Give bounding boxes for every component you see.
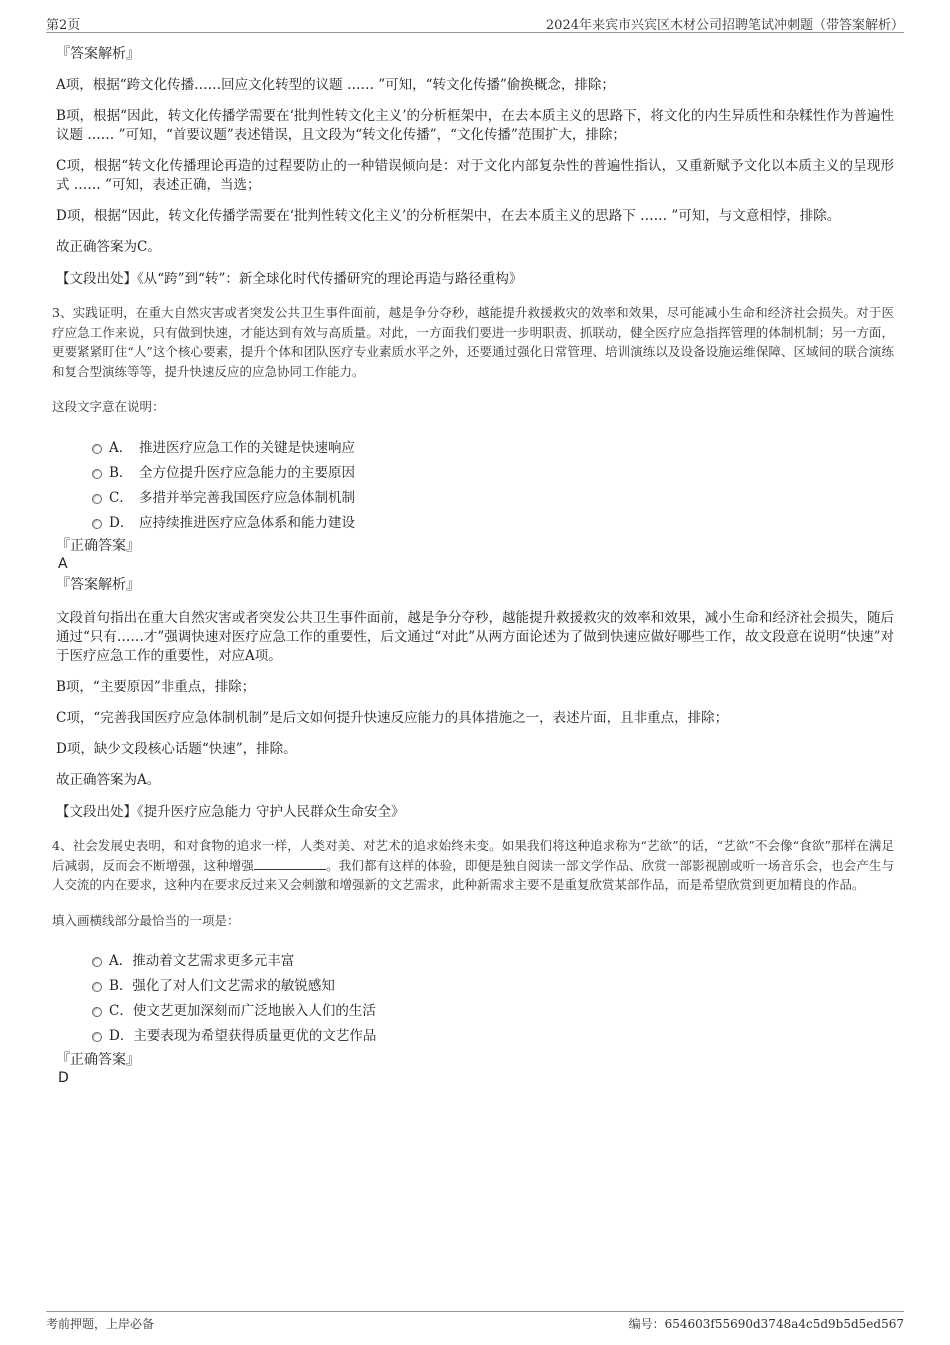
option-letter: A． — [109, 953, 133, 969]
option-text: 多措并举完善我国医疗应急体制机制 — [139, 489, 355, 506]
q3-analysis-main: 文段首句指出在重大自然灾害或者突发公共卫生事件面前，越是争分夺秒，越能提升救援救灾的效率和效果，减小生命和经济社会损失，随后通过“只有……才”强调快速对医疗应急工作的重要性，后文通过“对此”从两方面论述为了做到快速应做好哪些工作，故文段意在说明“快速”对于医疗应急工作的重要性，对应A项。 — [56, 610, 894, 664]
q3-analysis-d: D项，缺少文段核心话题“快速”，排除。 — [56, 741, 297, 757]
q2-source: 【文段出处】《从“跨”到“转”：新全球化时代传播研究的理论再造与路径重构》 — [56, 271, 523, 287]
option-letter: A． — [109, 439, 133, 456]
page-footer — [46, 1311, 904, 1335]
q3-analysis-c: C项，“完善我国医疗应急体制机制”是后文如何提升快速反应能力的具体措施之一，表述片面，且非重点，排除； — [56, 710, 729, 726]
radio-icon[interactable] — [92, 469, 102, 479]
q3-conclusion: 故正确答案为A。 — [56, 772, 161, 788]
q3-answer: A — [58, 556, 68, 572]
q3-prompt: 这段文字意在说明： — [52, 399, 165, 414]
radio-icon[interactable] — [92, 982, 102, 992]
q3-analysis-label: 『答案解析』 — [56, 577, 140, 593]
q4-answer-label: 『正确答案』 — [56, 1051, 140, 1068]
q3-analysis-b: B项，“主要原因”非重点，排除； — [56, 679, 256, 695]
q3-option-a[interactable] — [92, 433, 894, 458]
radio-icon[interactable] — [92, 494, 102, 504]
q2-analysis-label: 『答案解析』 — [56, 46, 140, 62]
footer-serial: 编号：654603f55690d3748a4c5d9b5d5ed567 — [628, 1317, 904, 1331]
option-letter: D． — [109, 1028, 134, 1044]
q3-source: 【文段出处】《提升医疗应急能力 守护人民群众生命安全》 — [56, 804, 405, 820]
q2-analysis-b: B项，根据“因此，转文化传播学需要在‘批判性转文化主义’的分析框架中，在去本质主义的思路下，将文化的内生异质性和杂糅性作为普遍性议题 …… ”可知，“首要议题”表述错误，且文段为“转文化传播”，“文化传播”范围扩大，排除； — [56, 108, 894, 143]
q2-analysis-c: C项，根据“转文化传播理论再造的过程要防止的一种错误倾向是：对于文化内部复杂性的普遍性指认，又重新赋予文化以本质主义的呈现形式 …… ”可知，表述正确，当选； — [56, 158, 894, 193]
option-text: 全方位提升医疗应急能力的主要原因 — [139, 464, 355, 481]
q2-analysis-a: A项，根据“跨文化传播……回应文化转型的议题 …… ”可知，“转文化传播”偷换概念，排除； — [56, 77, 615, 93]
q3-options — [92, 433, 894, 533]
q4-prompt: 填入画横线部分最恰当的一项是： — [52, 912, 240, 928]
option-text: 推动着文艺需求更多元丰富 — [132, 953, 295, 969]
option-text: 主要表现为希望获得质量更优的文艺作品 — [133, 1028, 377, 1044]
option-letter: C． — [109, 489, 133, 506]
radio-icon[interactable] — [92, 444, 102, 454]
document-title: 2024年来宾市兴宾区木材公司招聘笔试冲刺题（带答案解析） — [545, 18, 904, 33]
option-text: 强化了对人们文艺需求的敏锐感知 — [132, 978, 335, 994]
radio-icon[interactable] — [92, 1032, 102, 1042]
q2-analysis-d: D项，根据“因此，转文化传播学需要在‘批判性转文化主义’的分析框架中，在去本质主义的思路下 …… ”可知，与文意相悖，排除。 — [56, 208, 841, 224]
q3-option-b[interactable] — [92, 458, 894, 483]
radio-icon[interactable] — [92, 519, 102, 529]
page-number: 第2页 — [46, 18, 81, 33]
radio-icon[interactable] — [92, 957, 102, 967]
option-letter: D． — [109, 514, 134, 531]
q4-text — [52, 836, 894, 895]
radio-icon[interactable] — [92, 1007, 102, 1017]
q4-option-c[interactable] — [92, 997, 894, 1022]
option-text: 使文艺更加深刻而广泛地嵌入人们的生活 — [132, 1003, 376, 1019]
option-letter: B． — [109, 978, 133, 994]
q4-option-a[interactable] — [92, 947, 894, 972]
q3-text: 3、实践证明，在重大自然灾害或者突发公共卫生事件面前，越是争分夺秒，越能提升救援救灾的效率和效果，尽可能减小生命和经济社会损失。对于医疗应急工作来说，只有做到快速，才能达到有效与高质量。对此，一方面我们要进一步明职责、抓联动，健全医疗应急指挥管理的体制机制；另一方面，更要紧紧盯住“人”这个核心要素，提升个体和团队医疗专业素质水平之外，还要通过强化日常管理、培训演练以及设备设施运维保障、区域间的联合演练和复合型演练等等，提升快速反应的应急协同工作能力。 — [52, 305, 894, 379]
option-text: 推进医疗应急工作的关键是快速响应 — [139, 439, 355, 456]
option-text: 应持续推进医疗应急体系和能力建设 — [139, 514, 355, 531]
q4-option-d[interactable] — [92, 1022, 894, 1047]
q2-conclusion: 故正确答案为C。 — [56, 239, 161, 255]
q4-answer: D — [58, 1069, 69, 1086]
fill-blank — [254, 857, 326, 870]
page-content — [52, 44, 894, 1089]
page-header — [46, 14, 904, 33]
q4-option-b[interactable] — [92, 972, 894, 997]
q4-text-before: 4、社会发展史表明，和对食物的追求一样，人类对美、对艺术的追求始终未变。如果我们将这种追求称为“艺欲”的话，“艺欲”不会像“食欲”那样在满足后减弱，反而会不断增强，这种增强 — [52, 838, 894, 873]
option-letter: C． — [109, 1003, 133, 1019]
q3-option-c[interactable] — [92, 483, 894, 508]
option-letter: B． — [109, 464, 133, 481]
footer-slogan: 考前押题，上岸必备 — [46, 1317, 155, 1331]
q3-option-d[interactable] — [92, 508, 894, 533]
q4-text-after: 。我们都有这样的体验，即便是独自阅读一部文学作品、欣赏一部影视剧或听一场音乐会，也会产生与人交流的内在要求，这种内在要求反过来又会刺激和增强新的文艺需求，此种新需求主要不是重复欣赏某部作品，而是希望欣赏到更加精良的作品。 — [52, 857, 894, 892]
q3-answer-label: 『正确答案』 — [56, 538, 140, 554]
q4-options — [92, 947, 894, 1047]
